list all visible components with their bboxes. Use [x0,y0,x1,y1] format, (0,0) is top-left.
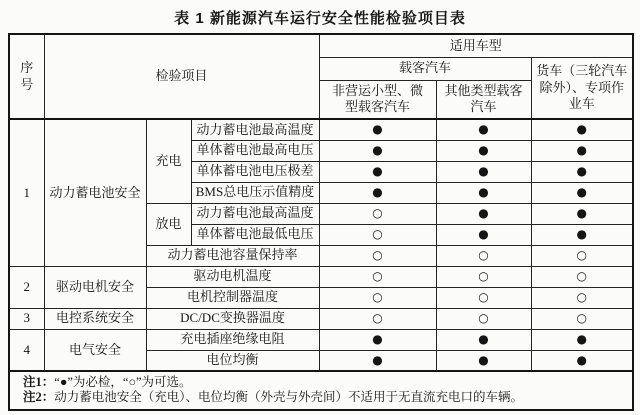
mark-cell: ● [531,329,633,350]
mark-cell: ● [531,140,633,161]
mark-cell: ● [436,119,531,140]
mark-cell: ● [319,182,436,203]
item-cell: DC/DC变换器温度 [146,308,319,329]
note-line-1 [23,375,626,390]
inspection-items-table [8,33,634,411]
header-items: 检验项目 [44,34,319,119]
mark-cell: ● [436,224,531,245]
mark-cell: ○ [319,203,436,224]
item-cell: 动力蓄电池最高温度 [191,203,319,224]
table-row-notes [9,371,633,410]
mark-cell: ○ [436,245,531,266]
mark-cell: ○ [319,266,436,287]
mark-cell: ● [436,350,531,371]
mark-cell: ● [531,161,633,182]
item-cell: 驱动电机温度 [146,266,319,287]
table-row [9,119,633,140]
mark-cell: ○ [531,308,633,329]
mark-cell: ○ [531,245,633,266]
item-cell: BMS总电压示值精度 [191,182,319,203]
table-row [9,266,633,287]
mark-cell: ● [531,182,633,203]
seq-cell: 1 [9,119,44,266]
page-title: 表 1 新能源汽车运行安全性能检验项目表 [174,10,466,27]
mark-cell: ● [319,140,436,161]
category-cell: 驱动电机安全 [44,266,146,308]
item-cell: 单体蓄电池电压极差 [191,161,319,182]
mode-cell-charging: 充电 [146,119,191,203]
mark-cell: ● [436,203,531,224]
mode-cell-discharging: 放电 [146,203,191,245]
category-cell: 电控系统安全 [44,308,146,329]
header-col-other-passenger: 其他类型载客汽车 [436,80,531,119]
mark-cell: ● [319,329,436,350]
mark-cell: ● [531,350,633,371]
header-seq: 序号 [9,34,44,119]
mark-cell: ● [319,161,436,182]
note-text: 动力蓄电池安全（充电）、电位均衡（外壳与外壳间）不适用于无直流充电口的车辆。 [54,390,524,404]
mark-cell: ○ [436,266,531,287]
item-cell: 充电插座绝缘电阻 [146,329,319,350]
note-label: 注2： [23,390,55,404]
mark-cell: ● [319,350,436,371]
mark-cell: ○ [531,266,633,287]
mark-cell: ○ [319,287,436,308]
item-cell: 单体蓄电池最高电压 [191,140,319,161]
mark-cell: ○ [531,287,633,308]
mark-cell: ● [531,224,633,245]
header-col-trucks: 货车（三轮汽车除外）、专项作业车 [531,57,633,119]
category-cell: 动力蓄电池安全 [44,119,146,266]
mark-cell: ○ [436,308,531,329]
mark-cell: ○ [319,224,436,245]
item-cell: 电位均衡 [146,350,319,371]
mark-cell: ● [436,329,531,350]
mark-cell: ○ [319,245,436,266]
note-label: 注1： [23,375,55,389]
item-cell: 单体蓄电池最低电压 [191,224,319,245]
item-cell: 电机控制器温度 [146,287,319,308]
item-cell: 动力蓄电池容量保持率 [146,245,319,266]
mark-cell: ○ [436,287,531,308]
category-cell: 电气安全 [44,329,146,371]
mark-cell: ● [531,119,633,140]
seq-cell: 4 [9,329,44,371]
mark-cell: ● [531,203,633,224]
header-col-nonoperating: 非营运小型、微型载客汽车 [319,80,436,119]
seq-cell: 3 [9,308,44,329]
mark-cell: ● [436,161,531,182]
table-row [9,308,633,329]
mark-cell: ● [436,182,531,203]
header-passenger-vehicles: 载客汽车 [319,57,531,80]
item-cell: 动力蓄电池最高温度 [191,119,319,140]
note-line-2 [23,390,626,405]
seq-cell: 2 [9,266,44,308]
table-row [9,329,633,350]
header-applicable-models: 适用车型 [319,34,633,57]
mark-cell: ● [319,119,436,140]
note-text: “●”为必检，“○”为可选。 [54,375,192,389]
mark-cell: ● [436,140,531,161]
table-notes [9,371,633,410]
mark-cell: ○ [319,308,436,329]
